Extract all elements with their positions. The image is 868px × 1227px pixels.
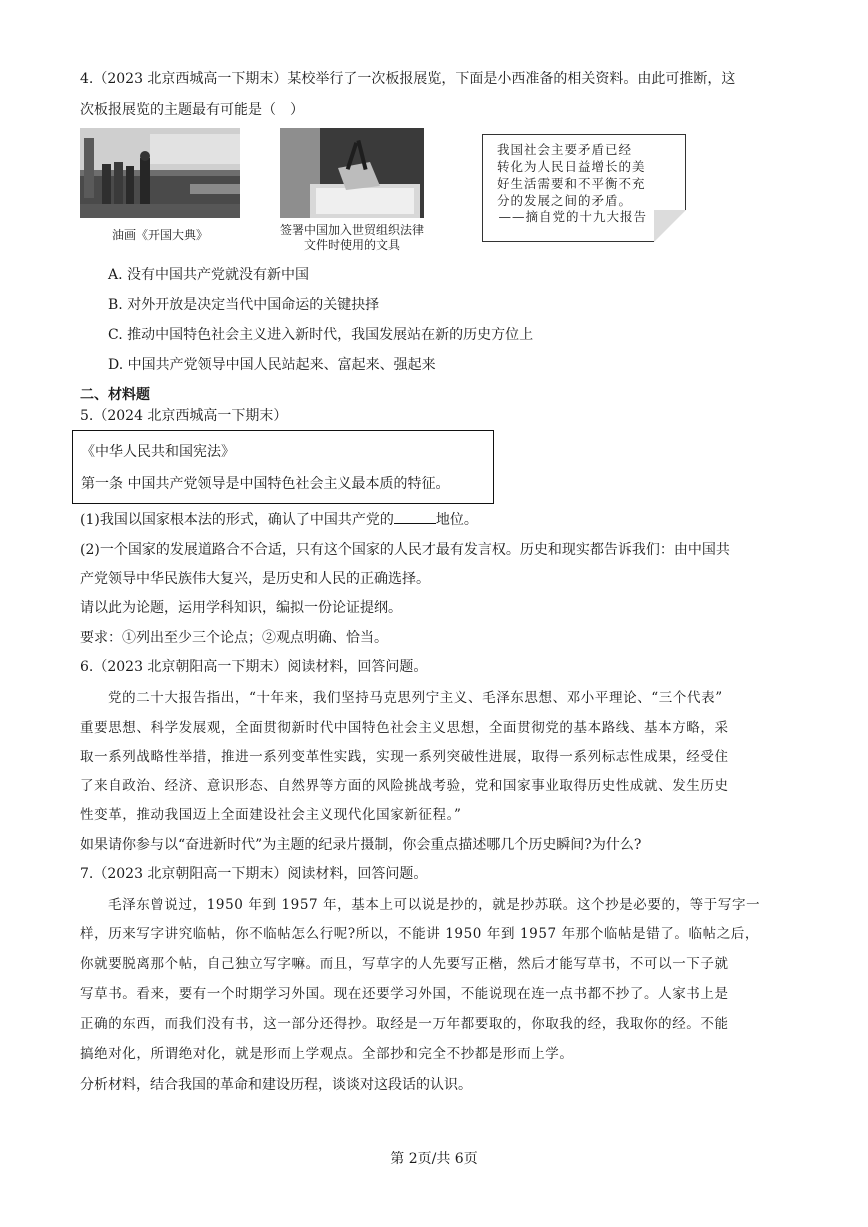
q6-material-line: 取一系列战略性举措，推进一系列变革性实践，实现一系列突破性进展，取得一系列标志性成果，经受住 xyxy=(80,749,729,765)
q7-material-line: 你就要脱离那个帖，自己独立写字嘛。而且，写草字的人先要写正楷，然后才能写草书，不可以一下子就 xyxy=(80,956,729,972)
quote-line: 好生活需要和不平衡不充 xyxy=(497,176,646,191)
q6-material-line: 性变革，推动我国迈上全面建设社会主义现代化国家新征程。” xyxy=(80,807,462,823)
quote-text xyxy=(497,141,675,209)
constitution-article: 第一条 中国共产党领导是中国特色社会主义最本质的特征。 xyxy=(81,476,450,492)
founding-ceremony-painting xyxy=(80,128,240,218)
q6-material-line: 党的二十大报告指出，“十年来，我们坚持马克思列宁主义、毛泽东思想、邓小平理论、“三个代表” xyxy=(108,690,723,706)
fig2-caption-line2: 文件时使用的文具 xyxy=(303,238,400,252)
fig1-caption: 油画《开国大典》 xyxy=(111,228,208,242)
fig2-caption-line1: 签署中国加入世贸组织法律 xyxy=(279,223,424,237)
quote-line: 转化为人民日益增长的美 xyxy=(497,159,646,174)
q5-part2-line3: 请以此为论题，运用学科知识，编拟一份论证提纲。 xyxy=(80,600,402,616)
section-heading: 二、材料题 xyxy=(80,387,150,403)
q5-part1-text: (1)我国以国家根本法的形式，确认了中国共产党的 xyxy=(80,512,394,528)
q6-material-line: 了来自政治、经济、意识形态、自然界等方面的风险挑战考验，党和国家事业取得历史性成就、发生历史 xyxy=(80,778,729,794)
q7-material-line: 写草书。看来，要有一个时期学习外国。现在还要学习外国，不能说现在连一点书都不抄了。人家书上是 xyxy=(80,986,729,1002)
q5-part2-line2: 产党领导中华民族伟大复兴，是历史和人民的正确选择。 xyxy=(80,571,430,587)
q5-requirements: 要求：①列出至少三个论点；②观点明确、恰当。 xyxy=(80,630,388,646)
q7-material-line: 样，历来写字讲究临帖，你不临帖怎么行呢?所以，不能讲 1950 年到 1957 年那个临帖是错了。临帖之后， xyxy=(80,926,760,942)
answer-blank[interactable] xyxy=(394,509,436,524)
constitution-title: 《中华人民共和国宪法》 xyxy=(81,444,235,460)
q7-stem: 7.（2023 北京朝阳高一下期末）阅读材料，回答问题。 xyxy=(80,866,428,882)
q7-material-line: 毛泽东曾说过，1950 年到 1957 年，基本上可以说是抄的，就是抄苏联。这个抄是必要的，等于写字一 xyxy=(108,897,761,913)
q4-stem-line2: 次板报展览的主题最有可能是（ ） xyxy=(80,102,304,118)
q7-material-line: 正确的东西，而我们没有书，这一部分还得抄。取经是一万年都要取的，你取我的经，我取你的经。不能 xyxy=(80,1016,729,1032)
q6-question: 如果请你参与以“奋进新时代”为主题的纪录片摄制，你会重点描述哪几个历史瞬间?为什么? xyxy=(80,837,642,853)
q4-stem-line1: 4.（2023 北京西城高一下期末）某校举行了一次板报展览，下面是小西准备的相关资料。由此可推断，这 xyxy=(80,71,736,87)
wto-signing-stationery-photo xyxy=(280,128,424,218)
quote-line: 分的发展之间的矛盾。 xyxy=(497,193,633,208)
q4-option-c: C. 推动中国特色社会主义进入新时代，我国发展站在新的历史方位上 xyxy=(108,327,534,343)
quote-source: ——摘自党的十九大报告 xyxy=(498,209,647,224)
q4-option-a: A. 没有中国共产党就没有新中国 xyxy=(108,267,310,283)
q6-stem: 6.（2023 北京朝阳高一下期末）阅读材料，回答问题。 xyxy=(80,659,428,675)
constitution-excerpt-box xyxy=(72,430,494,504)
q7-material-line: 搞绝对化，所谓绝对化，就是形而上学观点。全部抄和完全不抄都是形而上学。 xyxy=(80,1046,574,1062)
q4-option-b: B. 对外开放是决定当代中国命运的关键抉择 xyxy=(108,297,380,313)
report-quote-card xyxy=(482,134,686,242)
page-fold-corner xyxy=(654,210,686,242)
quote-line: 我国社会主要矛盾已经 xyxy=(497,142,633,157)
q5-stem: 5.（2024 北京西城高一下期末） xyxy=(80,408,288,424)
q5-part1-tail: 地位。 xyxy=(435,512,478,528)
page-number: 第 2页/共 6页 xyxy=(390,1151,478,1167)
q6-material-line: 重要思想、科学发展观，全面贯彻新时代中国特色社会主义思想，全面贯彻党的基本路线、基本方略，采 xyxy=(80,720,729,736)
q5-part1 xyxy=(80,509,478,529)
q5-part2-line1: (2)一个国家的发展道路合不合适，只有这个国家的人民才最有发言权。历史和现实都告诉我们：由中国共 xyxy=(80,542,730,558)
q4-option-d: D. 中国共产党领导中国人民站起来、富起来、强起来 xyxy=(108,357,436,373)
q7-question: 分析材料，结合我国的革命和建设历程，谈谈对这段话的认识。 xyxy=(80,1077,472,1093)
